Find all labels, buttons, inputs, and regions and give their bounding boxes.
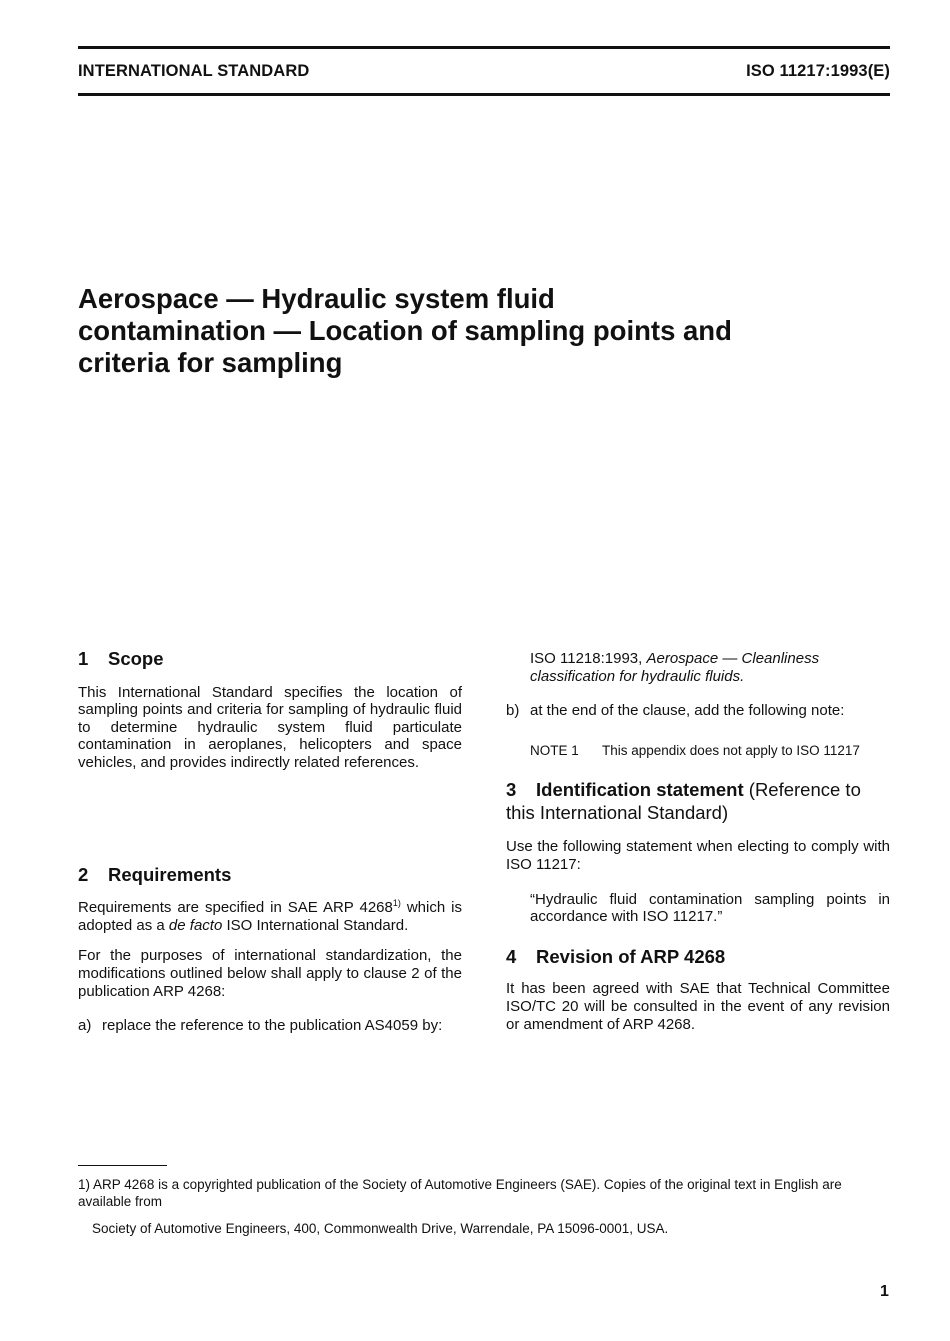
section-2-number: 2 xyxy=(78,863,89,885)
footnote xyxy=(78,1177,892,1210)
right-column xyxy=(506,650,890,1033)
list-item-a-label: a) xyxy=(78,1017,92,1035)
header-top-rule xyxy=(78,46,890,49)
note-1 xyxy=(506,742,890,760)
section-4-title: Revision of ARP 4268 xyxy=(536,945,726,967)
reference-code: ISO 11218:1993, xyxy=(530,650,647,667)
document-title xyxy=(78,283,858,379)
section-3-heading xyxy=(506,779,890,824)
header-doc-number: ISO 11217:1993(E) xyxy=(746,62,890,80)
section-1-body: This International Standard specifies the location of sampling points and criteria for sampling of hydraulic fluid to determine hydraulic system fluid particulate contamination in aeroplanes, helicopters and space vehicles, and provides indirectly related references. xyxy=(78,683,462,771)
identification-quote: “Hydraulic fluid contamination sampling points in accordance with ISO 11217.” xyxy=(530,890,890,926)
section-4-body: It has been agreed with SAE that Technical Committee ISO/TC 20 will be consulted in the event of any revision or amendment of ARP 4268. xyxy=(506,980,890,1033)
page-number: 1 xyxy=(880,1283,889,1300)
title-line-2: contamination — Location of sampling points and xyxy=(78,315,732,346)
note-text: This appendix does not apply to ISO 11217 xyxy=(602,742,860,758)
section-4-heading xyxy=(506,945,890,967)
section-2-para-1-a: Requirements are specified in SAE ARP 4268 xyxy=(78,899,393,917)
section-2-para-1 xyxy=(78,899,462,934)
header-bottom-rule xyxy=(78,93,890,96)
section-1-number: 1 xyxy=(78,648,89,669)
section-3-number: 3 xyxy=(506,779,517,801)
title-line-3: criteria for sampling xyxy=(78,347,343,378)
section-2-heading xyxy=(78,863,462,885)
footnote-text: ARP 4268 is a copyrighted publication of the Society of Automotive Engineers (SAE). Copies of the original text in English are available from xyxy=(78,1177,842,1209)
footnote-ref: 1) xyxy=(392,898,401,909)
list-item-b xyxy=(506,702,890,720)
footnote-rule xyxy=(78,1165,167,1166)
section-2-para-1-italic: de facto xyxy=(168,916,223,934)
section-1-heading xyxy=(78,650,462,668)
section-3-body: Use the following statement when electing to comply with ISO 11217: xyxy=(506,838,890,873)
footnote-address: Society of Automotive Engineers, 400, Commonwealth Drive, Warrendale, PA 15096-0001, USA. xyxy=(92,1221,669,1236)
reference-entry xyxy=(506,650,890,685)
reference-title: Aerospace — Cleanliness classification for hydraulic fluids. xyxy=(530,650,820,685)
list-item-a xyxy=(78,1017,462,1035)
section-3-title-suffix: (Reference to this International Standard) xyxy=(506,779,861,823)
title-line-1: Aerospace — Hydraulic system fluid xyxy=(78,283,555,314)
list-item-a-text: replace the reference to the publication AS4059 by: xyxy=(102,1017,443,1035)
note-label: NOTE 1 xyxy=(530,742,579,758)
list-item-b-label: b) xyxy=(506,702,520,720)
footnote-marker: 1) xyxy=(78,1177,91,1192)
section-4-number: 4 xyxy=(506,945,517,967)
section-2-title: Requirements xyxy=(108,863,232,885)
section-2-para-1-b: which is adopted as a xyxy=(78,899,462,934)
left-column xyxy=(78,650,462,1035)
section-2-para-2: For the purposes of international standardization, the modifications outlined below shall apply to clause 2 of the publication ARP 4268: xyxy=(78,947,462,1000)
section-2-para-1-c: ISO International Standard. xyxy=(222,916,409,934)
list-item-b-text: at the end of the clause, add the following note: xyxy=(530,702,845,720)
section-1-title: Scope xyxy=(108,648,164,669)
section-3-title: Identification statement xyxy=(536,779,744,801)
header-doc-type: INTERNATIONAL STANDARD xyxy=(78,62,310,80)
